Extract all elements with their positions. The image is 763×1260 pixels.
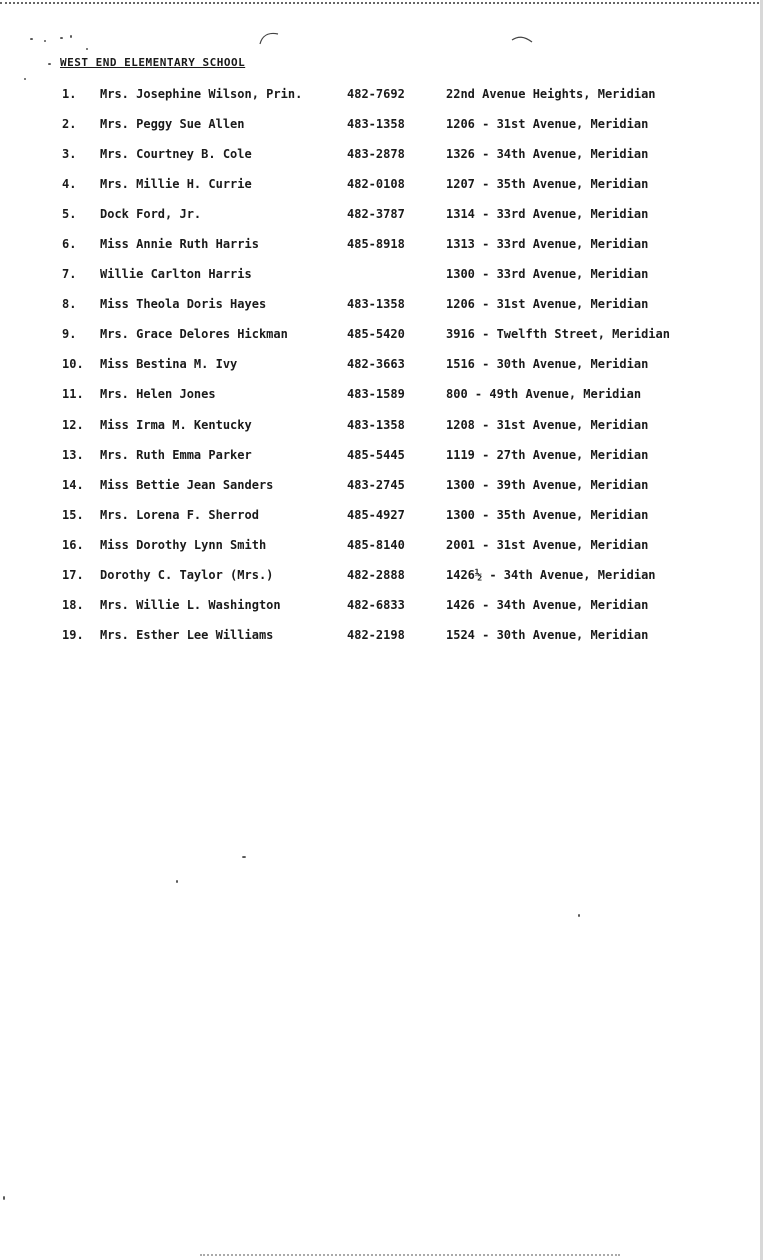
entry-phone: 482-6833: [347, 597, 405, 612]
entry-number: 3.: [62, 147, 77, 162]
entry-address: 1300 - 39th Avenue, Meridian: [446, 477, 649, 492]
staff-roster: [0, 84, 763, 655]
entry-phone: 482-2888: [347, 567, 405, 582]
entry-number: 6.: [62, 237, 77, 252]
entry-address: 1326 - 34th Avenue, Meridian: [446, 147, 649, 162]
entry-phone: 482-3787: [347, 207, 405, 222]
entry-name: Mrs. Millie H. Currie: [100, 177, 252, 192]
entry-number: 8.: [62, 297, 77, 312]
scan-speck: [242, 856, 246, 858]
entry-phone: 483-1358: [347, 417, 405, 432]
list-item: [0, 264, 763, 294]
entry-address: 1524 - 30th Avenue, Meridian: [446, 627, 649, 642]
scan-speck: [60, 37, 63, 39]
entry-address: 1206 - 31st Avenue, Meridian: [446, 117, 649, 132]
entry-address: 1314 - 33rd Avenue, Meridian: [446, 207, 649, 222]
entry-address: 1300 - 33rd Avenue, Meridian: [446, 267, 649, 282]
entry-number: 2.: [62, 117, 77, 132]
entry-name: Miss Dorothy Lynn Smith: [100, 537, 267, 552]
entry-address: 1119 - 27th Avenue, Meridian: [446, 447, 649, 462]
scan-speck: [176, 880, 178, 883]
page-bottom-edge: [200, 1252, 620, 1256]
entry-number: 14.: [62, 477, 84, 492]
entry-name: Mrs. Helen Jones: [100, 387, 216, 402]
entry-address: 1313 - 33rd Avenue, Meridian: [446, 237, 649, 252]
entry-address: 2001 - 31st Avenue, Meridian: [446, 537, 649, 552]
list-item: [0, 535, 763, 565]
entry-phone: 482-0108: [347, 177, 405, 192]
entry-phone: 482-7692: [347, 87, 405, 101]
entry-address: 3916 - Twelfth Street, Meridian: [446, 327, 670, 342]
scan-curve-mark: [258, 30, 282, 46]
entry-address: 1426 - 34th Avenue, Meridian: [446, 597, 649, 612]
entry-address: 1206 - 31st Avenue, Meridian: [446, 297, 649, 312]
entry-phone: 483-1358: [347, 297, 405, 312]
page-top-edge: [0, 2, 763, 12]
entry-number: 4.: [62, 177, 77, 192]
scan-speck: [44, 40, 46, 42]
entry-address: 1208 - 31st Avenue, Meridian: [446, 417, 649, 432]
list-item: [0, 354, 763, 384]
scan-speck: [86, 48, 88, 50]
list-item: [0, 415, 763, 445]
entry-number: 19.: [62, 627, 84, 642]
list-item: [0, 294, 763, 324]
entry-phone: 482-2198: [347, 627, 405, 642]
entry-address: 1426½ - 34th Avenue, Meridian: [446, 567, 656, 582]
entry-number: 18.: [62, 597, 84, 612]
entry-name: Mrs. Lorena F. Sherrod: [100, 507, 259, 522]
entry-phone: 482-3663: [347, 357, 405, 372]
scan-speck: [3, 1196, 5, 1200]
entry-name: Miss Theola Doris Hayes: [100, 297, 267, 312]
list-item: [0, 595, 763, 625]
entry-number: 17.: [62, 567, 84, 582]
scan-speck: [578, 914, 580, 917]
entry-number: 16.: [62, 537, 84, 552]
entry-number: 7.: [62, 267, 77, 282]
entry-address: 1207 - 35th Avenue, Meridian: [446, 177, 649, 192]
list-item: [0, 174, 763, 204]
entry-phone: 485-4927: [347, 507, 405, 522]
entry-phone: 483-2878: [347, 147, 405, 162]
list-item: [0, 144, 763, 174]
scan-curve-mark: [510, 34, 534, 48]
list-item: [0, 445, 763, 475]
entry-name: Mrs. Esther Lee Williams: [100, 627, 274, 642]
entry-name: Miss Annie Ruth Harris: [100, 237, 259, 252]
entry-name: Mrs. Willie L. Washington: [100, 597, 281, 612]
entry-number: 12.: [62, 417, 84, 432]
entry-name: Miss Bestina M. Ivy: [100, 357, 238, 372]
entry-name: Miss Bettie Jean Sanders: [100, 477, 274, 492]
entry-number: 10.: [62, 357, 84, 372]
entry-phone: 483-1358: [347, 117, 405, 132]
entry-name: Dorothy C. Taylor (Mrs.): [100, 567, 274, 582]
entry-number: 5.: [62, 207, 77, 222]
entry-address: 1516 - 30th Avenue, Meridian: [446, 357, 649, 372]
entry-phone: 485-5420: [347, 327, 405, 342]
list-item: [0, 324, 763, 354]
entry-number: 1.: [62, 87, 77, 101]
entry-address: 1300 - 35th Avenue, Meridian: [446, 507, 649, 522]
list-item: [0, 84, 763, 114]
list-item: [0, 625, 763, 655]
list-item: [0, 234, 763, 264]
entry-phone: 483-2745: [347, 477, 405, 492]
entry-number: 9.: [62, 327, 77, 342]
entry-phone: 485-8140: [347, 537, 405, 552]
entry-name: Mrs. Josephine Wilson, Prin.: [100, 87, 303, 101]
scan-speck: [30, 38, 33, 40]
entry-name: Mrs. Peggy Sue Allen: [100, 117, 245, 132]
scan-speck: [70, 35, 72, 38]
scan-speck: [48, 63, 51, 65]
entry-phone: 483-1589: [347, 387, 405, 402]
scan-speck: [24, 78, 26, 80]
list-item: [0, 114, 763, 144]
entry-number: 15.: [62, 507, 84, 522]
entry-name: Mrs. Ruth Emma Parker: [100, 447, 252, 462]
entry-name: Mrs. Courtney B. Cole: [100, 147, 252, 162]
entry-address: 800 - 49th Avenue, Meridian: [446, 387, 642, 402]
entry-address: 22nd Avenue Heights, Meridian: [446, 87, 656, 101]
entry-name: Willie Carlton Harris: [100, 267, 252, 282]
entry-number: 11.: [62, 387, 84, 402]
list-item: [0, 475, 763, 505]
list-item: [0, 384, 763, 414]
entry-name: Dock Ford, Jr.: [100, 207, 202, 222]
list-item: [0, 565, 763, 595]
list-item: [0, 505, 763, 535]
entry-name: Miss Irma M. Kentucky: [100, 417, 252, 432]
entry-phone: 485-8918: [347, 237, 405, 252]
school-title: WEST END ELEMENTARY SCHOOL: [60, 56, 246, 69]
entry-phone: 485-5445: [347, 447, 405, 462]
entry-name: Mrs. Grace Delores Hickman: [100, 327, 288, 342]
list-item: [0, 204, 763, 234]
entry-number: 13.: [62, 447, 84, 462]
